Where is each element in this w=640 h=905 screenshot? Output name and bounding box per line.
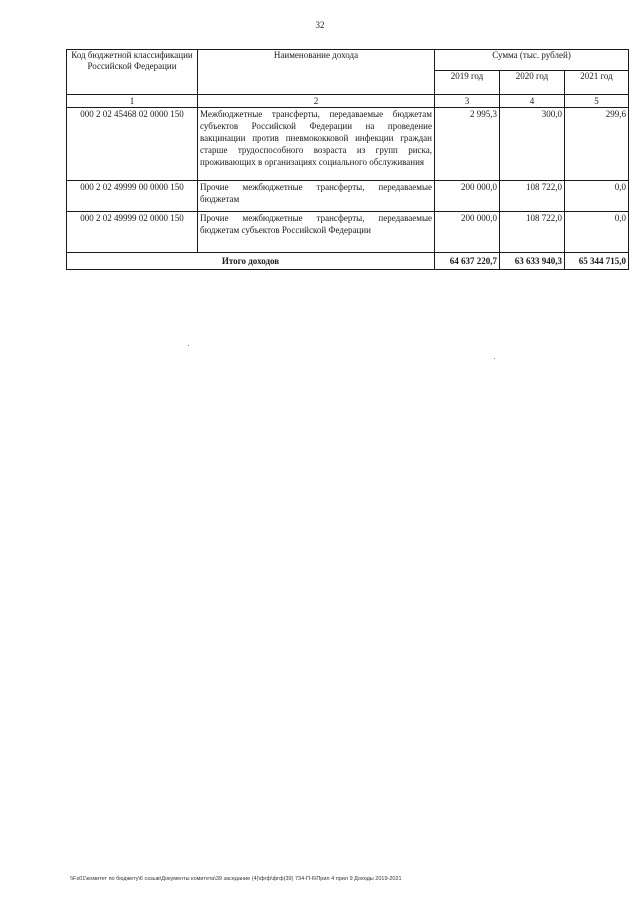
- table-row: [67, 212, 629, 253]
- column-number: 4: [500, 95, 565, 108]
- column-header-sum: Сумма (тыс. рублей): [435, 50, 629, 71]
- column-header-2019: 2019 год: [435, 71, 500, 95]
- total-label: Итого доходов: [67, 253, 435, 270]
- amount-2020-cell: 108 722,0: [500, 212, 565, 253]
- amount-2021-cell: 299,6: [565, 108, 629, 181]
- revenue-name-cell: Прочие межбюджетные трансферты, передаваемые бюджетам субъектов Российской Федерации: [198, 212, 435, 253]
- total-2020-cell: 63 633 940,3: [500, 253, 565, 270]
- budget-code-cell: 000 2 02 49999 00 0000 150: [67, 181, 198, 212]
- column-header-2021: 2021 год: [565, 71, 629, 95]
- amount-2019-cell: 200 000,0: [435, 212, 500, 253]
- amount-2021-cell: 0,0: [565, 212, 629, 253]
- total-2021-cell: 65 344 715,0: [565, 253, 629, 270]
- amount-2019-cell: 200 000,0: [435, 181, 500, 212]
- column-number: 1: [67, 95, 198, 108]
- column-header-2020: 2020 год: [500, 71, 565, 95]
- column-numbers-row: [67, 95, 629, 108]
- column-number: 2: [198, 95, 435, 108]
- amount-2019-cell: 2 995,3: [435, 108, 500, 181]
- column-header-name: Наименование дохода: [198, 50, 435, 95]
- scan-speck: [188, 345, 189, 346]
- revenue-name-cell: Прочие межбюджетные трансферты, передаваемые бюджетам: [198, 181, 435, 212]
- file-path-footer: \\Fs01\комитет по бюджету\6 созыв\Документы комитета\39 заседание (4)\фгф\фгф(39) 734-П-6\Прил 4 прил 9 Доходы 2019-2021: [70, 876, 402, 882]
- budget-code-cell: 000 2 02 45468 02 0000 150: [67, 108, 198, 181]
- total-row: [67, 253, 629, 270]
- amount-2020-cell: 108 722,0: [500, 181, 565, 212]
- page-number: 32: [315, 20, 325, 30]
- revenue-name-cell: Межбюджетные трансферты, передаваемые бюджетам субъектов Российской Федерации на проведение вакцинации против пневмококковой инфекции граждан старше трудоспособного возраста из групп риска, проживающих в организациях социального обслуживания: [198, 108, 435, 181]
- revenue-table: [66, 49, 629, 270]
- column-number: 3: [435, 95, 500, 108]
- budget-code-cell: 000 2 02 49999 02 0000 150: [67, 212, 198, 253]
- table-header-row: [67, 50, 629, 71]
- column-number: 5: [565, 95, 629, 108]
- column-header-code: Код бюджетной классификации Российской Федерации: [67, 50, 198, 95]
- table-row: [67, 181, 629, 212]
- scan-speck: [494, 358, 495, 359]
- total-2019-cell: 64 637 220,7: [435, 253, 500, 270]
- amount-2021-cell: 0,0: [565, 181, 629, 212]
- table-row: [67, 108, 629, 181]
- amount-2020-cell: 300,0: [500, 108, 565, 181]
